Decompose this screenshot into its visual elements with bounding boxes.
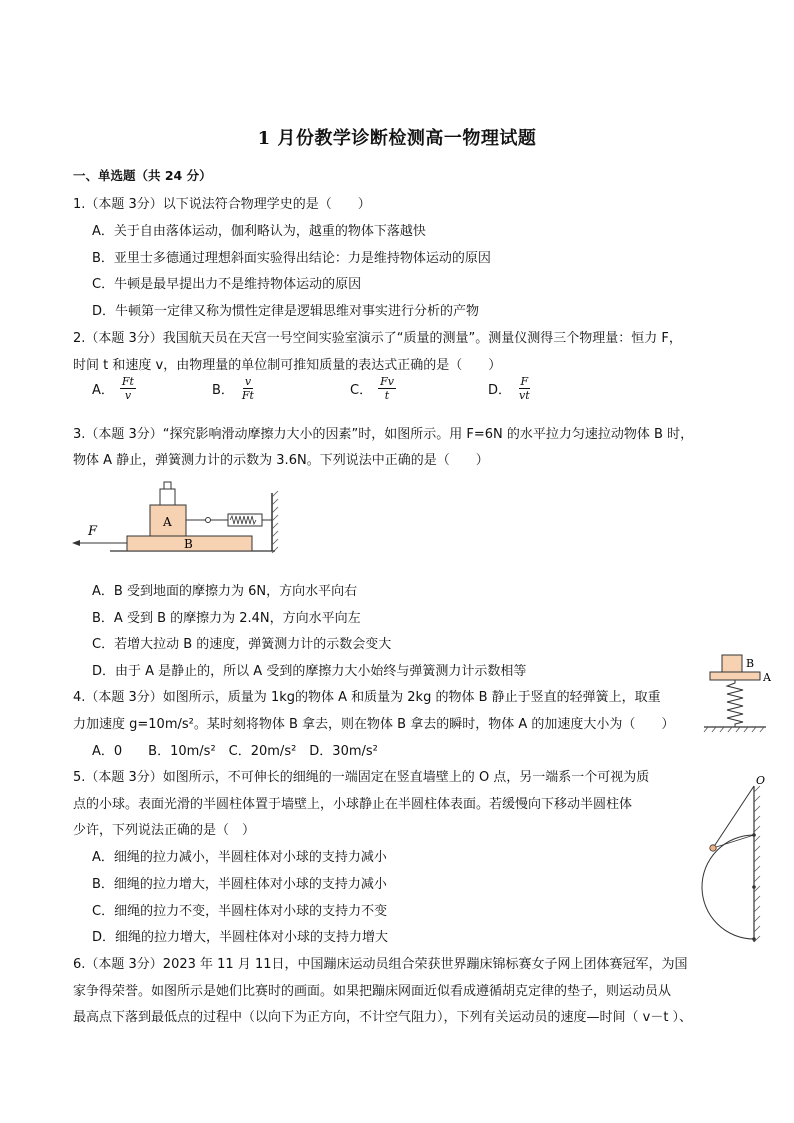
- q1-option-a[interactable]: A．关于自由落体运动，伽利略认为，越重的物体下落越快: [92, 224, 426, 239]
- q5-bottom-dot: [752, 937, 756, 941]
- q5-option-a[interactable]: A．细绳的拉力减小，半圆柱体对小球的支持力减小: [92, 850, 387, 865]
- q1-stem: 1.（本题 3分）以下说法符合物理学史的是（ ）: [73, 197, 371, 212]
- q2-option-c-numerator: Fv: [380, 375, 394, 388]
- q4-block-b: [722, 655, 742, 672]
- q2-option-a-label: A．: [92, 383, 114, 398]
- q3-force-arrowhead: [72, 540, 80, 546]
- q5-stem-line3: 少许，下列说法正确的是（ ）: [73, 823, 256, 838]
- q1-option-d[interactable]: D．牛顿第一定律又称为惯性定律是逻辑思维对事实进行分析的产物: [92, 304, 480, 319]
- q4-ground-hatch: [704, 727, 764, 732]
- q6-stem-line3: 最高点下落到最低点的过程中（以向下为正方向，不计空气阻力），下列有关运动员的速度—时间（ v－t ）、: [73, 1010, 693, 1025]
- q3-figure: [70, 475, 285, 560]
- q2-option-a-fraction: [120, 375, 136, 402]
- q2-option-a[interactable]: [92, 375, 136, 402]
- section-header: 一、单选题（共 24 分）: [73, 168, 212, 183]
- q3-force-label: F: [88, 524, 98, 539]
- q2-option-d[interactable]: [488, 375, 532, 402]
- q3-ring: [206, 518, 211, 523]
- q2-stem-line1: 2.（本题 3分）我国航天员在天宫一号空间实验室演示了“质量的测量”。测量仪测得三个物理量：恒力 F，: [73, 331, 682, 346]
- q3-stem-line1: 3.（本题 3分）“探究影响滑动摩擦力大小的因素”时，如图所示。用 F=6N 的水平拉力匀速拉动物体 B 时，: [73, 427, 694, 442]
- q2-option-d-numerator: F: [520, 375, 529, 388]
- q3-weight-knob: [164, 482, 171, 489]
- q5-half-cylinder: [702, 835, 754, 939]
- page-title: 1 月份教学诊断检测高一物理试题: [257, 128, 537, 149]
- q4-block-a: [710, 672, 760, 680]
- q2-option-a-denominator: v: [124, 389, 132, 402]
- q4-figure: [700, 652, 780, 734]
- q5-stem-line1: 5.（本题 3分）如图所示，不可伸长的细绳的一端固定在竖直墙壁上的 O 点，另一端系一个可视为质: [73, 770, 650, 785]
- q5-option-d[interactable]: D．细绳的拉力增大，半圆柱体对小球的支持力增大: [92, 930, 389, 945]
- q5-radius-line: [713, 835, 754, 848]
- q2-option-d-denominator: vt: [519, 389, 530, 402]
- q2-option-c-fraction: [378, 375, 396, 402]
- q5-wall-hatch: [754, 786, 760, 942]
- q3-option-b[interactable]: B．A 受到 B 的摩擦力为 2.4N，方向水平向左: [92, 611, 361, 626]
- q5-figure: [690, 770, 770, 945]
- q4-options[interactable]: A．0 B．10m/s² C．20m/s² D．30m/s²: [92, 744, 378, 759]
- q5-option-b[interactable]: B．细绳的拉力增大，半圆柱体对小球的支持力减小: [92, 877, 387, 892]
- q6-stem-line1: 6.（本题 3分）2023 年 11 月 11日，中国蹦床运动员组合荣获世界蹦床锦标赛女子网上团体赛冠军，为国: [73, 957, 688, 972]
- q2-option-b-denominator: Ft: [241, 389, 254, 402]
- q2-option-b[interactable]: [212, 375, 256, 402]
- q5-stem-line2: 点的小球。表面光滑的半圆柱体置于墙壁上，小球静止在半圆柱体表面。若缓慢向下移动半圆柱体: [73, 797, 633, 812]
- q5-center-dot: [752, 885, 756, 889]
- q2-option-b-label: B．: [212, 383, 234, 398]
- q4-block-b-label: B: [746, 657, 755, 670]
- q3-option-a[interactable]: A．B 受到地面的摩擦力为 6N，方向水平向右: [92, 584, 358, 599]
- q3-block-a-label: A: [163, 515, 172, 529]
- q3-weight: [160, 489, 175, 505]
- q2-option-b-numerator: v: [244, 375, 252, 388]
- q2-option-c-label: C．: [350, 383, 373, 398]
- q3-wall-hatch: [272, 491, 278, 553]
- q3-block-b-label: B: [184, 537, 193, 551]
- q2-option-d-label: D．: [488, 383, 512, 398]
- q5-point-o-label: O: [756, 774, 766, 787]
- q4-stem-line2: 力加速度 g=10m/s²。某时刻将物体 B 拿去，则在物体 B 拿去的瞬时，物体 A 的加速度大小为（ ）: [73, 717, 675, 732]
- q2-option-c[interactable]: [350, 375, 396, 402]
- q2-stem-line2: 时间 t 和速度 v，由物理量的单位制可推知质量的表达式正确的是（ ）: [73, 358, 502, 373]
- q2-option-a-numerator: Ft: [121, 375, 134, 388]
- q4-spring: [727, 680, 743, 727]
- q5-option-c[interactable]: C．细绳的拉力不变，半圆柱体对小球的支持力不变: [92, 904, 388, 919]
- q3-option-c[interactable]: C．若增大拉动 B 的速度，弹簧测力计的示数会变大: [92, 637, 392, 652]
- q2-option-d-fraction: [517, 375, 532, 402]
- q4-stem-line1: 4.（本题 3分）如图所示，质量为 1kg的物体 A 和质量为 2kg 的物体 B 静止于竖直的轻弹簧上，取重: [73, 690, 661, 705]
- q4-block-a-label: A: [763, 671, 771, 684]
- q3-stem-line2: 物体 A 静止，弹簧测力计的示数为 3.6N。下列说法中正确的是（ ）: [73, 453, 489, 468]
- q2-option-c-denominator: t: [384, 389, 390, 402]
- q3-option-d[interactable]: D．由于 A 是静止的，所以 A 受到的摩擦力大小始终与弹簧测力计示数相等: [92, 664, 527, 679]
- q1-option-b[interactable]: B．亚里士多德通过理想斜面实验得出结论：力是维持物体运动的原因: [92, 251, 491, 266]
- q1-option-c[interactable]: C．牛顿是最早提出力不是维持物体运动的原因: [92, 277, 362, 292]
- q6-stem-line2: 家争得荣誉。如图所示是她们比赛时的画面。如果把蹦床网面近似看成遵循胡克定律的垫子，则运动员从: [73, 984, 672, 999]
- q2-option-b-fraction: [240, 375, 256, 402]
- q5-ball: [710, 845, 716, 851]
